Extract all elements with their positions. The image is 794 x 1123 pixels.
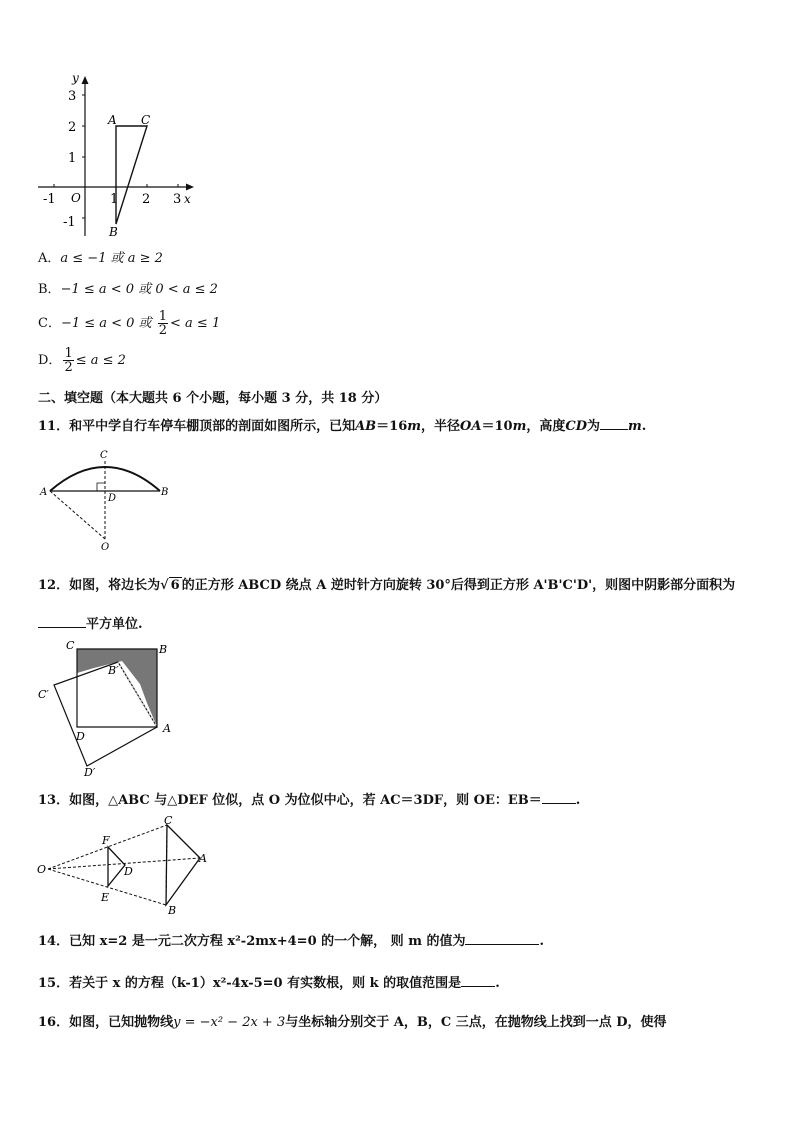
point-b-label: B xyxy=(168,904,177,917)
question-13: 13．如图，△ABC 与△DEF 位似，点 O 为位似中心，若 AC＝3DF，则 OE：EB＝ . xyxy=(38,793,581,808)
point-c-prime-label: C′ xyxy=(38,688,49,701)
option-b-label: B． xyxy=(38,282,61,297)
question-12: 12．如图，将边长为√ 6 的正方形 ABCD 绕点 A 逆时针方向旋转 30°后得到正方形 A'B'C'D'，则图中阴影部分面积为 xyxy=(38,578,736,593)
x-axis-label: x xyxy=(184,192,191,206)
square-rotation-figure xyxy=(34,640,184,785)
x-tick-2: 2 xyxy=(142,192,151,207)
point-b-prime-label: B′ xyxy=(108,664,119,677)
y-tick-1: 1 xyxy=(68,151,77,166)
answer-blank-15[interactable] xyxy=(461,974,495,987)
y-tick-neg1: -1 xyxy=(63,215,76,230)
option-d xyxy=(38,347,126,374)
point-f-label: F xyxy=(102,834,110,847)
point-e-label: E xyxy=(101,891,110,904)
x-tick-neg1: -1 xyxy=(43,192,56,207)
section-heading: 二、填空题（本大题共 6 个小题，每小题 3 分，共 18 分） xyxy=(38,391,388,406)
point-o-label: O xyxy=(37,863,47,876)
option-a xyxy=(38,251,163,267)
question-15: 15．若关于 x 的方程（k-1）x²-4x-5=0 有实数根，则 k 的取值范围是 . xyxy=(38,976,500,991)
origin-label: O xyxy=(71,191,81,205)
point-b-label: B xyxy=(159,643,168,656)
point-b-label: B xyxy=(161,487,169,498)
point-c-label: C xyxy=(164,814,173,827)
question-11: 11．和平中学自行车停车棚顶部的剖面如图所示，已知AB＝16m，半径OA＝10m，高度CD为 m. xyxy=(38,419,647,434)
option-c-fraction: $\frac{1}{2}$ xyxy=(158,309,168,338)
question-16: 16．如图，已知抛物线y = −x² − 2x + 3与坐标轴分别交于 A，B，C 三点，在抛物线上找到一点 D，使得 xyxy=(38,1015,667,1030)
question-12-line2: 平方单位. xyxy=(38,615,143,633)
x-tick-1: 1 xyxy=(110,192,119,207)
option-c xyxy=(38,310,220,337)
option-b-text: −1 ≤ a < 0 或 0 < a ≤ 2 xyxy=(60,282,218,297)
option-d-label: D． xyxy=(38,353,62,368)
option-c-pre: −1 ≤ a < 0 或 xyxy=(60,316,152,331)
point-c-label: C xyxy=(66,640,75,652)
option-d-post: ≤ a ≤ 2 xyxy=(75,353,126,368)
point-d-label: D xyxy=(108,493,117,504)
coordinate-figure xyxy=(34,70,199,242)
homothety-figure xyxy=(34,812,214,922)
answer-blank-13[interactable] xyxy=(542,791,576,804)
option-a-text: a ≤ −1 或 a ≥ 2 xyxy=(60,251,163,266)
point-a-label: A xyxy=(40,487,48,498)
parabola-equation: y = −x² − 2x + 3 xyxy=(173,1015,286,1030)
point-d-prime-label: D′ xyxy=(84,766,96,779)
option-c-label: C． xyxy=(38,316,61,331)
y-axis-label: y xyxy=(72,71,79,85)
point-d-label: D xyxy=(76,730,85,743)
point-d-label: D xyxy=(124,865,133,878)
y-tick-3: 3 xyxy=(68,89,77,104)
sqrt-6: √ 6 xyxy=(160,578,180,593)
answer-blank-14[interactable] xyxy=(465,932,539,945)
point-c-label: C xyxy=(141,113,151,127)
x-tick-3: 3 xyxy=(173,192,182,207)
point-a-label: A xyxy=(163,722,171,735)
y-tick-2: 2 xyxy=(68,120,77,135)
question-14: 14．已知 x=2 是一元二次方程 x²-2mx+4=0 的一个解， 则 m 的值为 . xyxy=(38,934,545,949)
option-a-label: A． xyxy=(38,251,61,266)
answer-blank-11[interactable] xyxy=(600,417,628,430)
point-a-label: A xyxy=(108,113,117,127)
point-c-label: C xyxy=(100,450,108,461)
point-b-label: B xyxy=(109,225,118,239)
point-o-label: O xyxy=(101,542,110,553)
option-b xyxy=(38,282,218,298)
answer-blank-12[interactable] xyxy=(38,615,86,628)
arc-figure xyxy=(36,445,176,555)
option-c-post: < a ≤ 1 xyxy=(170,316,221,331)
option-d-fraction: $\frac{1}{2}$ xyxy=(64,346,73,375)
point-a-label: A xyxy=(199,852,207,865)
